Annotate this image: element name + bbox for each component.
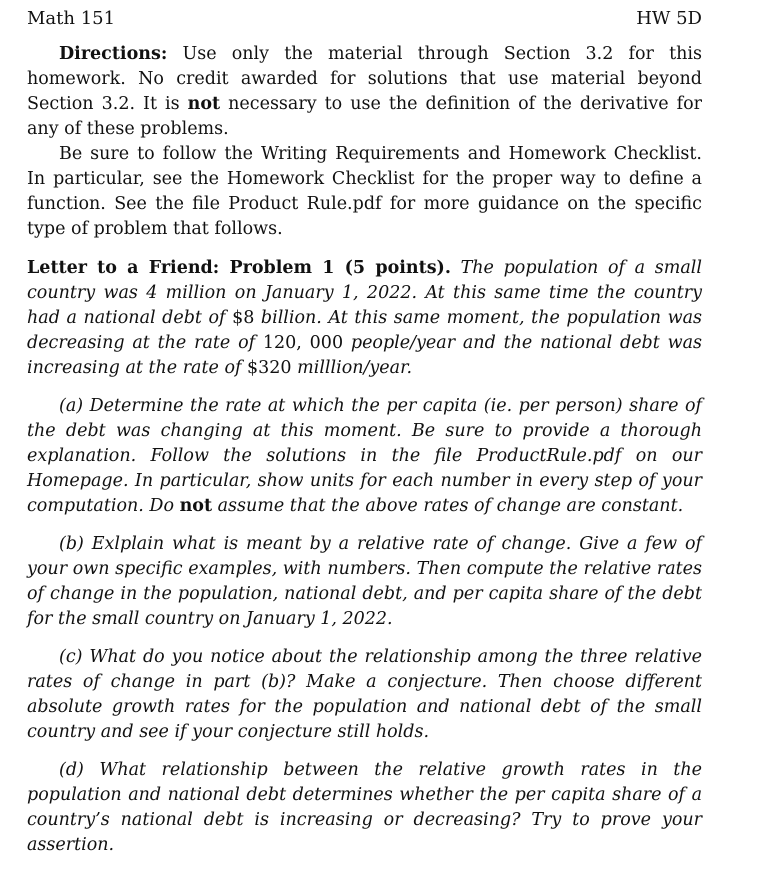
problem-intro-2: billion. At this same moment, the population was decreasing at the rate of [27,308,703,353]
debt-value: $8 [232,308,255,328]
problem-intro-4: milllion/year. [291,358,413,378]
directions-paragraph [27,42,702,142]
part-a [27,394,702,519]
document-content [27,42,702,858]
part-a-text-1: (a) Determine the rate at which the per capita (ie. per person) share of the debt was changing at this moment. Be sure to provide a thorough explanation. Follow the solutions in the file ProductRule.pdf on our Homepage. In particular, show units for each number in every step of your computation. Do [27,396,702,516]
assignment-label: HW 5D [636,8,702,29]
page-header [27,7,702,31]
problem-intro-3: people/year and the national debt was increasing at the rate of [27,333,702,378]
problem-title: Letter to a Friend: Problem 1 (5 points). [27,258,451,278]
part-a-text-2: assume that the above rates of change are constant. [212,496,684,516]
population-rate-value: 120, 000 [262,333,344,353]
checklist-paragraph: Be sure to follow the Writing Requirements and Homework Checklist. In particular, see the Homework Checklist for the proper way to define a function. See the file Product Rule.pdf for more guidance on the specific type of problem that follows. [27,144,702,239]
part-c: (c) What do you notice about the relationship among the three relative rates of change in part (b)? Make a conjecture. Then choose different absolute growth rates for the population and national debt of the small country and see if your conjecture still holds. [27,647,702,742]
directions-label: Directions: [59,44,168,64]
directions-text-1: Use only the material through Section 3.2 for this homework. No credit awarded for solutions that use material beyond Section 3.2. It is [27,44,702,114]
debt-rate-value: $320 [247,358,292,378]
problem-intro-1: The population of a small country was 4 million on January 1, 2022. At this same time the country had a national debt of [27,258,702,328]
problem-statement [27,256,702,381]
directions-not: not [187,94,221,114]
directions-text-2: necessary to use the definition of the derivative for any of these problems. [27,94,702,139]
part-b: (b) Exlplain what is meant by a relative rate of change. Give a few of your own specific examples, with numbers. Then compute the relative rates of change in the population, national debt, and per capita share of the debt for the small country on January 1, 2022. [27,534,702,629]
course-label: Math 151 [27,8,116,29]
part-d: (d) What relationship between the relative growth rates in the population and national debt determines whether the per capita share of a country’s national debt is increasing or decreasing? Try to prove your assertion. [27,760,702,855]
part-a-not: not [179,496,213,516]
